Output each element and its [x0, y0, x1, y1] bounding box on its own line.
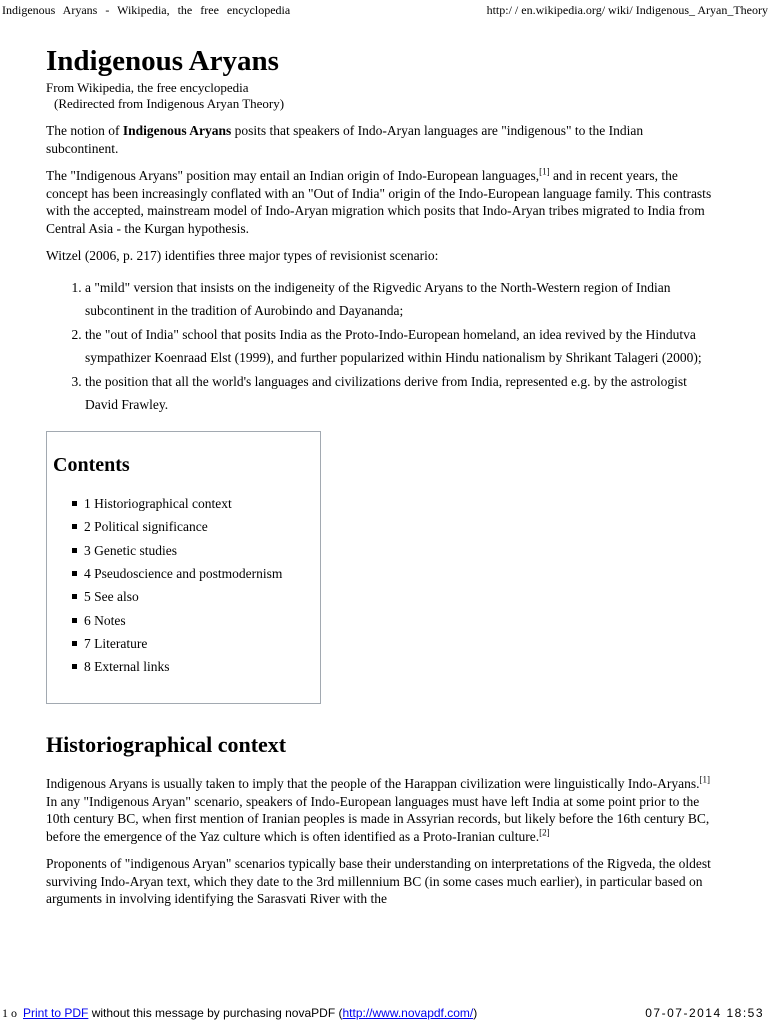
square-bullet-icon — [72, 571, 77, 576]
square-bullet-icon — [72, 548, 77, 553]
reference-link[interactable]: [2] — [539, 827, 550, 838]
intro-bold-term: Indigenous Aryans — [122, 123, 232, 138]
toc-item[interactable]: 6 Notes — [71, 609, 314, 632]
article-title: Indigenous Aryans — [46, 45, 279, 77]
square-bullet-icon — [72, 501, 77, 506]
page-number: 1 o — [2, 1006, 17, 1020]
toc-item[interactable]: 1 Historiographical context — [71, 492, 314, 515]
square-bullet-icon — [72, 524, 77, 529]
page-header-url: http:/ / en.wikipedia.org/ wiki/ Indigenous_ Aryan_Theory — [486, 3, 768, 17]
intro-paragraph: The notion of Indigenous Aryans posits that speakers of Indo-Aryan languages are "indigenous" to the Indian subcontinent. — [46, 123, 644, 156]
toc-item[interactable]: 5 See also — [71, 585, 314, 608]
toc-item[interactable]: 2 Political significance — [71, 515, 314, 538]
position-paragraph: The "Indigenous Aryans" position may entail an Indian origin of Indo-European languages,[1] and in recent years, the concept has been increasingly conflated with an "Out of India" origin of the Indo-European language family. This contrasts with the accepted, mainstream model of Indo-Aryan migration which posits that Indo-Aryan tribes migrated to India from Central Asia - the Kurgan hypothesis. — [46, 166, 712, 236]
toc-item[interactable]: 3 Genetic studies — [71, 539, 314, 562]
toc-item[interactable]: 7 Literature — [71, 632, 314, 655]
list-item: 3. the position that all the world's languages and civilizations derive from India, represented e.g. by the astrologist David Frawley. — [85, 370, 718, 417]
article-source: From Wikipedia, the free encyclopedia — [46, 80, 249, 95]
list-item: 1. a "mild" version that insists on the indigeneity of the Rigvedic Aryans to the North-Western region of Indian subcontinent in the tradition of Aurobindo and Dayananda; — [85, 276, 718, 323]
toc-item[interactable]: 4 Pseudoscience and postmodernism — [71, 562, 314, 585]
table-of-contents — [46, 431, 321, 704]
square-bullet-icon — [72, 664, 77, 669]
reference-link[interactable]: [1] — [699, 774, 710, 785]
toc-title: Contents — [53, 454, 130, 477]
list-item: 2. the "out of India" school that posits India as the Proto-Indo-European homeland, an idea revived by the Hindutva sympathizer Koenraad Elst (1999), and further popularized within Hindu nationalism by Shrikant Talageri (2000); — [85, 323, 718, 370]
article-body — [46, 44, 718, 908]
scenario-list — [46, 276, 718, 418]
print-header — [0, 2, 768, 20]
print-datetime: 07-07-2014 18:53 — [645, 1006, 764, 1020]
reference-link[interactable]: [1] — [539, 166, 550, 177]
pdf-footer: 1 o Print to PDF without this message by purchasing novaPDF (http://www.novapdf.com/) 07-07-2014 18:53 — [2, 1006, 764, 1020]
section-heading: Historiographical context — [46, 732, 287, 758]
square-bullet-icon — [72, 594, 77, 599]
redirect-note: (Redirected from Indigenous Aryan Theory) — [54, 96, 285, 111]
proponents-paragraph: Proponents of "indigenous Aryan" scenarios typically base their understanding on interpretations of the Rigveda, the oldest surviving Indo-Aryan text, which they date to the 3rd millennium BC (in some cases much earlier), in particular based on arguments in involving identifying the Sarasvati River with the — [46, 856, 711, 907]
witzel-paragraph: Witzel (2006, p. 217) identifies three major types of revisionist scenario: — [46, 248, 439, 263]
page-header-title: Indigenous Aryans - Wikipedia, the free encyclopedia — [2, 3, 291, 17]
square-bullet-icon — [72, 641, 77, 646]
toc-list — [53, 492, 314, 678]
square-bullet-icon — [72, 618, 77, 623]
toc-item[interactable]: 8 External links — [71, 655, 314, 678]
historiography-paragraph: Indigenous Aryans is usually taken to imply that the people of the Harappan civilization were linguistically Indo-Aryans.[1] In any "Indigenous Aryan" scenario, speakers of Indo-European languages must have left India at some point prior to the 10th century BC, when first mention of Iranian peoples is made in Assyrian records, but likely before the 16th century BC, before the emergence of the Yaz culture which is often identified as a Proto-Iranian culture.[2] — [46, 774, 710, 844]
novapdf-link[interactable]: http://www.novapdf.com/ — [342, 1006, 474, 1020]
print-to-pdf-link[interactable]: Print to PDF — [23, 1006, 89, 1020]
